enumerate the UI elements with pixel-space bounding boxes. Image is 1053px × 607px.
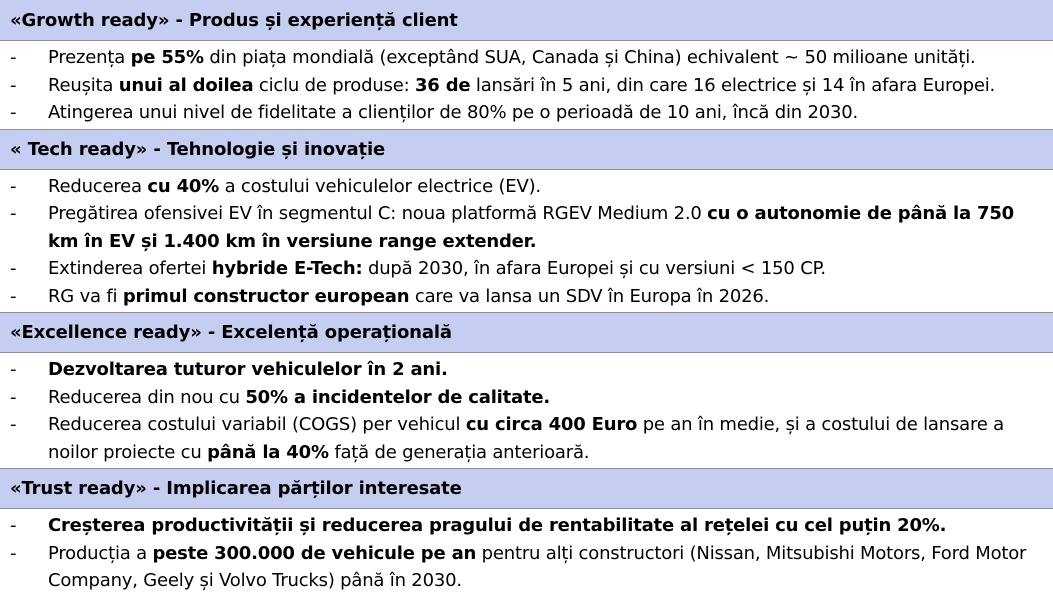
- list-item-text: Reușita unui al doilea ciclu de produse: 36 de lansări în 5 ani, din care 16 electrice și 14 în afara Europei.: [48, 74, 996, 96]
- bullet-dash: -: [10, 359, 17, 380]
- list-item: [0, 384, 1053, 412]
- section-title: « Tech ready» - Tehnologie și inovație: [10, 138, 386, 160]
- bullet-dash: -: [10, 542, 17, 564]
- list-item: [0, 540, 1053, 595]
- bullet-dash: -: [10, 515, 17, 536]
- section-header-growth-ready: [0, 0, 1053, 41]
- section-body-tech-ready: [0, 170, 1053, 313]
- section-body-trust-ready: [0, 509, 1053, 597]
- list-item: [0, 283, 1053, 311]
- list-item-text: RG va fi primul constructor european care va lansa un SDV în Europa în 2026.: [48, 285, 770, 307]
- list-item-text: Creșterea productivității și reducerea pragului de rentabilitate al rețelei cu cel puțin 20%.: [48, 515, 947, 536]
- list-item: [0, 200, 1053, 255]
- bullet-dash: -: [10, 47, 17, 68]
- section-title: «Trust ready» - Implicarea părților interesate: [10, 478, 462, 499]
- list-item: [0, 99, 1053, 127]
- bullet-dash: -: [10, 203, 17, 224]
- list-item: [0, 173, 1053, 201]
- bullet-dash: -: [10, 414, 17, 435]
- bullet-dash: -: [10, 175, 17, 197]
- list-item: [0, 411, 1053, 466]
- list-item-text: Pregătirea ofensivei EV în segmentul C: noua platformă RGEV Medium 2.0 cu o autonomie de până la 750 km în EV și 1.400 km în versiune range extender.: [48, 203, 1014, 252]
- section-header-tech-ready: [0, 129, 1053, 170]
- list-item: [0, 356, 1053, 384]
- bullet-dash: -: [10, 285, 17, 307]
- list-item-text: Reducerea cu 40% a costului vehiculelor electrice (EV).: [48, 175, 541, 197]
- list-item: [0, 72, 1053, 100]
- list-item-text: Prezența pe 55% din piața mondială (exceptând SUA, Canada și China) echivalent ~ 50 milioane unități.: [48, 47, 976, 68]
- section-title: «Excellence ready» - Excelență operațională: [10, 322, 452, 343]
- section-header-trust-ready: [0, 468, 1053, 509]
- list-item-text: Atingerea unui nivel de fidelitate a clienților de 80% pe o perioadă de 10 ani, încă din 2030.: [48, 102, 859, 123]
- section-body-excellence-ready: [0, 353, 1053, 468]
- bullet-dash: -: [10, 386, 17, 408]
- list-item-text: Dezvoltarea tuturor vehiculelor în 2 ani.: [48, 359, 448, 380]
- list-item: [0, 44, 1053, 72]
- bullet-dash: -: [10, 102, 17, 123]
- section-header-excellence-ready: [0, 312, 1053, 353]
- list-item-text: Extinderea ofertei hybride E-Tech: după 2030, în afara Europei și cu versiuni < 150 CP.: [48, 258, 826, 279]
- section-title: «Growth ready» - Produs și experiență client: [10, 9, 458, 31]
- list-item-text: Reducerea costului variabil (COGS) per vehicul cu circa 400 Euro pe an în medie, și a costului de lansare a noilor proiecte cu până la 40% față de generația anterioară.: [48, 414, 1005, 463]
- section-body-growth-ready: [0, 41, 1053, 129]
- list-item-text: Producția a peste 300.000 de vehicule pe an pentru alți constructori (Nissan, Mitsubishi Motors, Ford Motor Company, Geely și Volvo Trucks) până în 2030.: [48, 542, 1027, 591]
- list-item: [0, 512, 1053, 540]
- list-item: [0, 255, 1053, 283]
- bullet-dash: -: [10, 74, 17, 96]
- list-item-text: Reducerea din nou cu 50% a incidentelor de calitate.: [48, 386, 551, 408]
- bullet-dash: -: [10, 258, 17, 279]
